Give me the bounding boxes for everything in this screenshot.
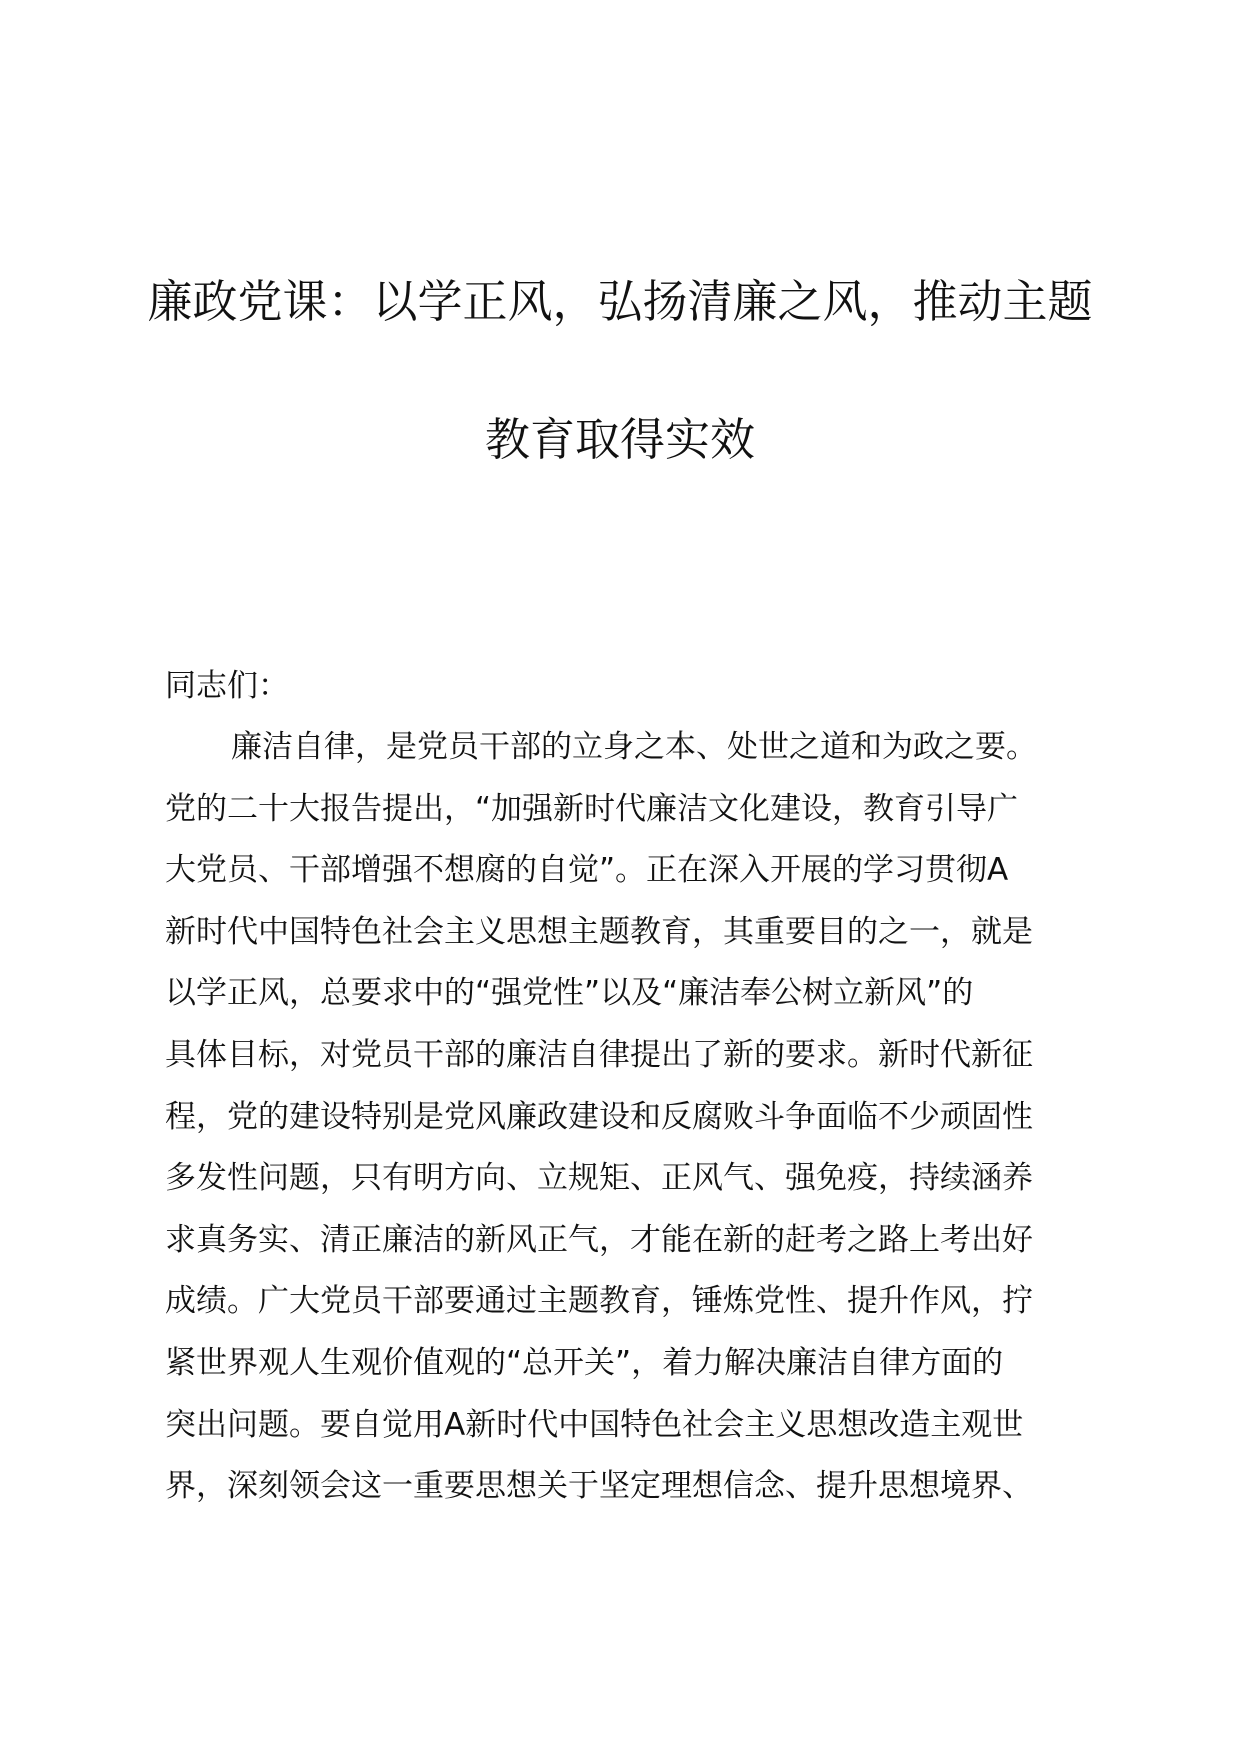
document-title-line-2: 教育取得实效 bbox=[484, 413, 755, 466]
paragraph-line-9: 求真务实、清正廉洁的新风正气，才能在新的赶考之路上考出好 bbox=[165, 1221, 1033, 1258]
salutation: 同志们： bbox=[165, 668, 289, 704]
paragraph-line-10: 成绩。广大党员干部要通过主题教育，锤炼党性、提升作风，拧 bbox=[165, 1283, 1033, 1320]
paragraph-line-2: 党的二十大报告提出，“加强新时代廉洁文化建设，教育引导广 bbox=[165, 790, 1019, 827]
paragraph-line-5: 以学正风，总要求中的“强党性”以及“廉洁奉公树立新风”的 bbox=[165, 975, 974, 1012]
paragraph-line-7: 程，党的建设特别是党风廉政建设和反腐败斗争面临不少顽固性 bbox=[165, 1098, 1033, 1135]
paragraph-line-12: 突出问题。要自觉用A新时代中国特色社会主义思想改造主观世 bbox=[165, 1406, 1024, 1443]
paragraph-line-13: 界，深刻领会这一重要思想关于坚定理想信念、提升思想境界、 bbox=[165, 1468, 1033, 1505]
paragraph-line-3: 大党员、干部增强不想腐的自觉”。正在深入开展的学习贯彻A bbox=[165, 852, 1009, 889]
paragraph-line-4: 新时代中国特色社会主义思想主题教育，其重要目的之一，就是 bbox=[165, 913, 1033, 950]
paragraph-line-1: 廉洁自律，是党员干部的立身之本、处世之道和为政之要。 bbox=[231, 729, 1037, 765]
paragraph-line-11: 紧世界观人生观价值观的“总开关”，着力解决廉洁自律方面的 bbox=[165, 1345, 1004, 1381]
document-title-line-1: 廉政党课：以学正风，弘扬清廉之风，推动主题 bbox=[147, 275, 1093, 328]
paragraph-line-8: 多发性问题，只有明方向、立规矩、正风气、强免疫，持续涵养 bbox=[165, 1160, 1033, 1197]
body-paragraph bbox=[165, 717, 1095, 1517]
paragraph-line-6: 具体目标，对党员干部的廉洁自律提出了新的要求。新时代新征 bbox=[165, 1037, 1033, 1073]
